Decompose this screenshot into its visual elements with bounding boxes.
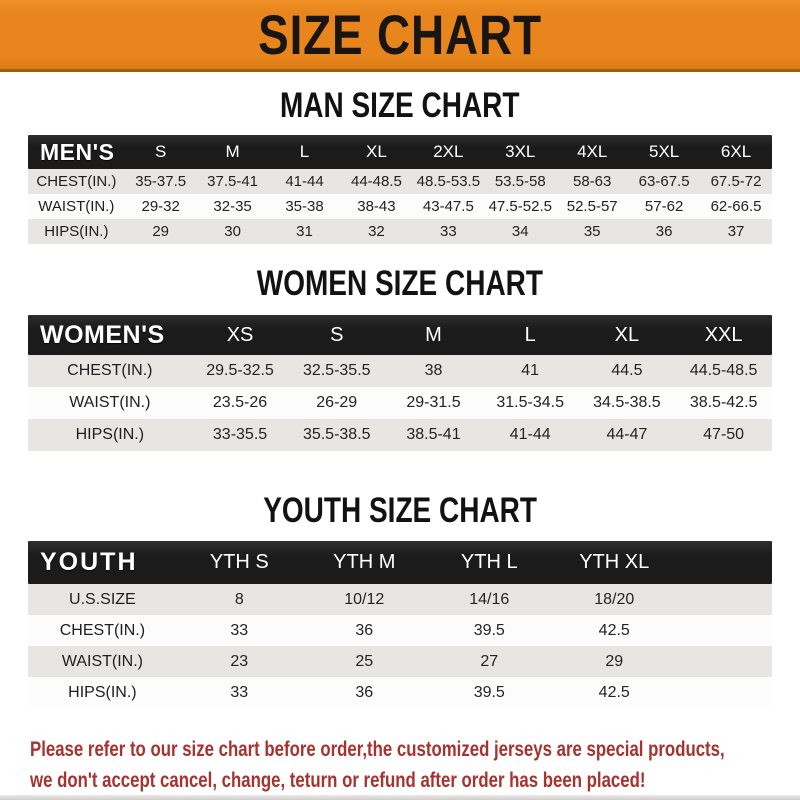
size-column-header: M xyxy=(425,323,442,346)
size-cell: 35.5-38.5 xyxy=(302,426,371,443)
row-label: WAIST(IN.) xyxy=(38,198,115,215)
disclaimer-text xyxy=(30,734,800,796)
row-label: U.S.SIZE xyxy=(69,590,136,608)
row-label: CHEST(IN.) xyxy=(59,621,146,639)
size-tables-container xyxy=(0,88,800,708)
group-label: MEN'S xyxy=(40,138,115,165)
disclaimer-line: Please refer to our size chart before order,the customized jerseys are special products, xyxy=(30,738,725,761)
men-size-section xyxy=(28,88,772,244)
size-column-header: S xyxy=(155,142,167,161)
size-column-header: 4XL xyxy=(577,142,608,161)
size-cell: 41 xyxy=(521,362,540,379)
size-cell: 29-32 xyxy=(141,198,180,215)
size-cell: 31 xyxy=(296,223,313,240)
size-column-header: L xyxy=(524,323,536,346)
size-column-header: S xyxy=(330,323,344,346)
size-cell: 53.5-58 xyxy=(494,173,546,190)
size-column-header: M xyxy=(225,142,240,161)
size-cell: 52.5-57 xyxy=(566,198,618,215)
section-heading-text: WOMEN SIZE CHART xyxy=(256,264,544,303)
size-column-header: 2XL xyxy=(433,142,464,161)
size-column-header: XL xyxy=(614,323,640,346)
size-cell: 10/12 xyxy=(344,590,385,608)
size-chart-banner xyxy=(0,0,800,72)
size-cell: 41-44 xyxy=(285,173,324,190)
table-row xyxy=(28,219,772,244)
size-cell: 44-48.5 xyxy=(350,173,402,190)
size-column-header: YTH M xyxy=(333,551,396,573)
size-cell: 18/20 xyxy=(594,590,635,608)
size-cell: 29 xyxy=(605,652,624,670)
table-row xyxy=(28,646,772,677)
bottom-edge-strip xyxy=(0,795,800,800)
size-cell: 62-66.5 xyxy=(710,198,762,215)
table-row xyxy=(28,194,772,219)
table-row xyxy=(28,355,772,387)
size-cell: 39.5 xyxy=(473,683,505,701)
size-cell: 32.5-35.5 xyxy=(302,362,371,379)
size-cell: 42.5 xyxy=(598,621,630,639)
table-row xyxy=(28,169,772,194)
row-label: CHEST(IN.) xyxy=(36,173,117,190)
size-cell: 48.5-53.5 xyxy=(416,173,481,190)
size-cell: 33-35.5 xyxy=(212,426,268,443)
size-cell: 32-35 xyxy=(213,198,252,215)
table-row xyxy=(28,615,772,646)
size-cell: 29.5-32.5 xyxy=(206,362,274,379)
size-cell: 31.5-34.5 xyxy=(496,394,564,411)
size-column-header: 6XL xyxy=(720,142,752,161)
size-cell: 29-31.5 xyxy=(406,394,461,411)
size-cell: 38.5-42.5 xyxy=(689,394,758,411)
size-cell: 44.5 xyxy=(611,362,643,379)
women-section-heading xyxy=(28,266,772,301)
row-label: HIPS(IN.) xyxy=(44,223,109,240)
size-cell: 30 xyxy=(224,223,241,240)
size-column-header: YTH S xyxy=(209,551,269,573)
size-cell: 57-62 xyxy=(644,198,684,215)
table-row xyxy=(28,677,772,708)
size-cell: 8 xyxy=(234,590,244,608)
row-label: CHEST(IN.) xyxy=(67,362,153,379)
size-cell: 27 xyxy=(480,652,499,670)
size-cell: 23 xyxy=(230,652,249,670)
size-column-header: 3XL xyxy=(505,142,536,161)
group-label: YOUTH xyxy=(40,548,138,576)
men-table-header xyxy=(28,135,772,169)
size-column-header: L xyxy=(299,142,310,161)
size-column-header: XL xyxy=(366,142,387,161)
group-label: WOMEN'S xyxy=(40,320,165,349)
size-cell: 63-67.5 xyxy=(638,173,690,190)
size-cell: 43-47.5 xyxy=(422,198,474,215)
size-cell: 44-47 xyxy=(606,426,648,443)
size-cell: 26-29 xyxy=(316,394,358,411)
size-cell: 38.5-41 xyxy=(406,426,461,443)
size-cell: 44.5-48.5 xyxy=(689,362,758,379)
size-column-header: YTH XL xyxy=(579,551,650,573)
size-cell: 58-63 xyxy=(573,173,612,190)
size-column-header: XS xyxy=(226,323,254,346)
size-cell: 34 xyxy=(511,223,529,240)
size-cell: 33 xyxy=(230,621,249,639)
size-cell: 37 xyxy=(727,223,745,240)
size-cell: 35 xyxy=(583,223,601,240)
size-cell: 67.5-72 xyxy=(710,173,762,190)
table-row xyxy=(28,584,772,615)
size-cell: 29 xyxy=(152,223,170,240)
size-column-header: 5XL xyxy=(648,142,680,161)
row-label: WAIST(IN.) xyxy=(61,652,143,670)
size-cell: 23.5-26 xyxy=(212,394,268,411)
section-heading-text: YOUTH SIZE CHART xyxy=(263,491,537,530)
row-label: HIPS(IN.) xyxy=(75,426,145,443)
women-size-section xyxy=(28,266,772,451)
size-cell: 25 xyxy=(355,652,374,670)
size-cell: 47-50 xyxy=(703,426,745,443)
size-cell: 33 xyxy=(440,223,457,240)
section-heading-text: MAN SIZE CHART xyxy=(280,86,520,125)
size-cell: 37.5-41 xyxy=(207,173,259,190)
size-cell: 39.5 xyxy=(473,621,505,639)
size-cell: 38 xyxy=(424,362,443,379)
table-row xyxy=(28,387,772,419)
men-section-heading xyxy=(28,88,772,123)
size-cell: 32 xyxy=(368,223,385,240)
youth-size-section xyxy=(28,493,772,708)
size-cell: 36 xyxy=(655,223,673,240)
size-column-header: YTH L xyxy=(460,551,518,573)
size-cell: 35-37.5 xyxy=(135,173,187,190)
youth-section-heading xyxy=(28,493,772,528)
size-cell: 14/16 xyxy=(469,590,510,608)
banner-title: SIZE CHART xyxy=(258,2,542,66)
size-cell: 38-43 xyxy=(357,198,396,215)
size-cell: 42.5 xyxy=(598,683,630,701)
disclaimer-line: we don't accept cancel, change, teturn or refund after order has been placed! xyxy=(30,769,646,792)
youth-table-header xyxy=(28,541,772,584)
row-label: HIPS(IN.) xyxy=(68,683,137,701)
size-cell: 41-44 xyxy=(509,426,551,443)
size-column-header: XXL xyxy=(704,323,743,346)
row-label: WAIST(IN.) xyxy=(69,394,151,411)
size-cell: 33 xyxy=(230,683,249,701)
table-row xyxy=(28,419,772,451)
size-cell: 34.5-38.5 xyxy=(593,394,661,411)
women-table-header xyxy=(28,315,772,355)
size-cell: 35-38 xyxy=(285,198,324,215)
size-cell: 36 xyxy=(355,683,374,701)
size-cell: 36 xyxy=(355,621,374,639)
size-cell: 47.5-52.5 xyxy=(488,198,552,215)
